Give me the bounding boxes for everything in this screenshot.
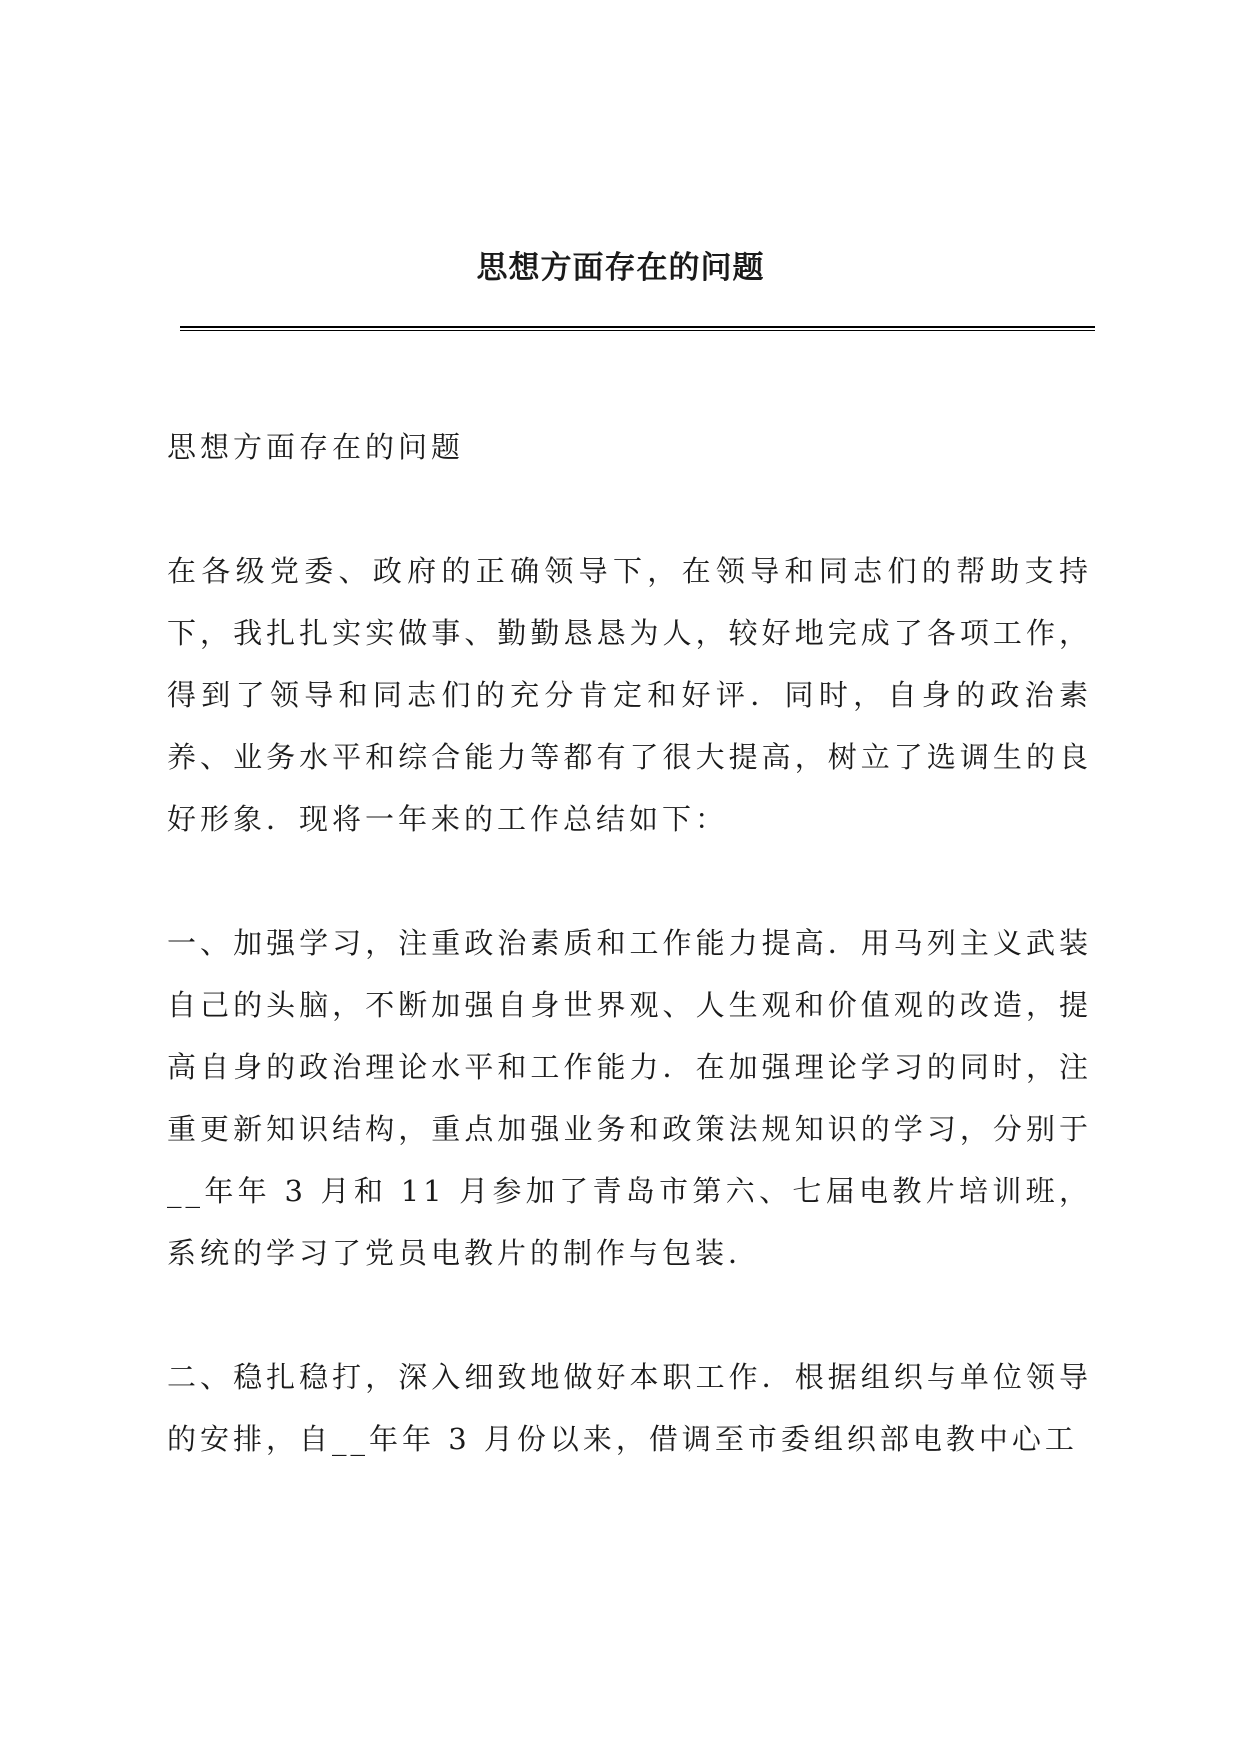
paragraph-section-1: 一、加强学习，注重政治素质和工作能力提高．用马列主义武装自己的头脑，不断加强自身世界观、人生观和价值观的改造，提高自身的政治理论水平和工作能力．在加强理论学习的同时，注重更新知识结构，重点加强业务和政策法规知识的学习，分别于__年年 3 月和 11 月参加了青岛市第六、七届电教片培训班，系统的学习了党员电教片的制作与包装． [167,926,1092,1270]
document-subtitle: 思想方面存在的问题 [167,430,465,464]
paragraph-section-2: 二、稳扎稳打，深入细致地做好本职工作．根据组织与单位领导的安排，自__年年 3 月份以来，借调至市委组织部电教中心工 [167,1360,1092,1456]
document-body [167,416,1092,1532]
page-title: 思想方面存在的问题 [476,250,765,286]
title-divider [180,326,1095,331]
paragraph-intro: 在各级党委、政府的正确领导下，在领导和同志们的帮助支持下，我扎扎实实做事、勤勤恳恳为人，较好地完成了各项工作，得到了领导和同志们的充分肯定和好评．同时，自身的政治素养、业务水平和综合能力等都有了很大提高，树立了选调生的良好形象．现将一年来的工作总结如下： [167,554,1092,836]
